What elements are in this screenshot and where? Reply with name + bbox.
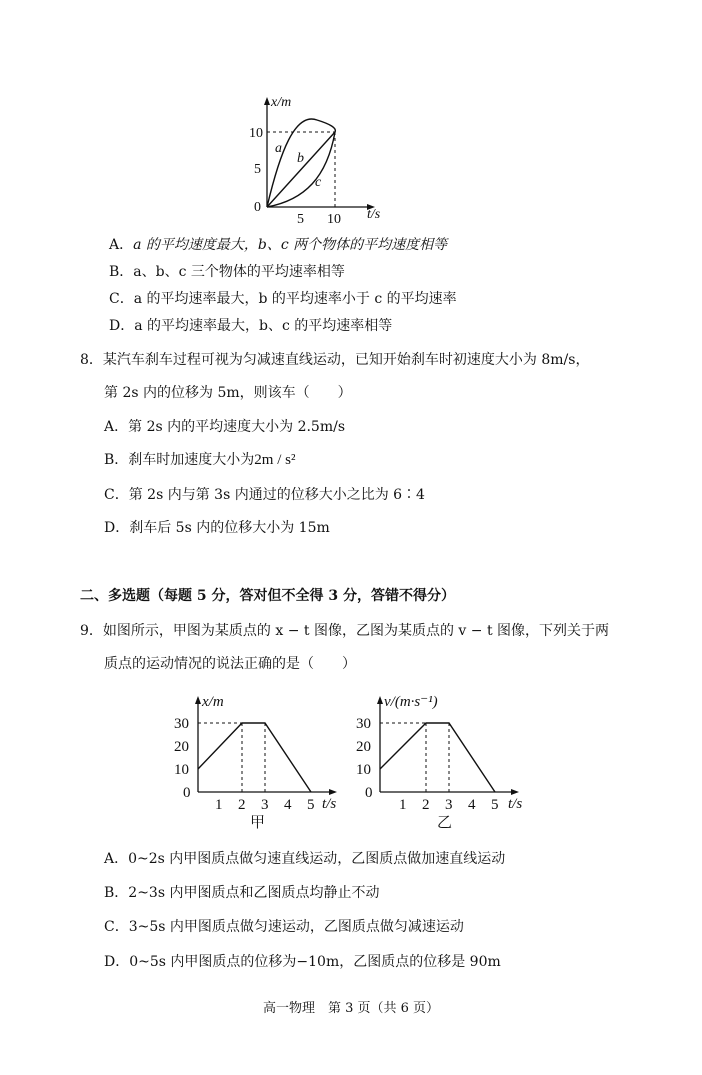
q8-stem-line1: 8．某汽车刹车过程可视为匀减速直线运动，已知开始刹车时初速度大小为 8m/s， bbox=[80, 352, 590, 368]
page-footer: 高一物理 第 3 页（共 6 页） bbox=[262, 1001, 440, 1016]
yi-tick-x-5: 5 bbox=[491, 797, 499, 813]
q8-stem-line2: 第 2s 内的位移为 5m，则该车（ ） bbox=[104, 385, 352, 401]
jia-tick-x-5: 5 bbox=[307, 797, 315, 813]
yi-xlabel: t/s bbox=[508, 796, 523, 812]
curve-label-b: b bbox=[297, 151, 304, 166]
q8-option-b-math: 2m / s² bbox=[254, 452, 296, 468]
jia-tick-x-1: 1 bbox=[215, 797, 223, 813]
yi-tick-y-10: 10 bbox=[356, 762, 371, 778]
jia-tick-y-0: 0 bbox=[183, 785, 191, 801]
yi-caption: 乙 bbox=[437, 815, 453, 831]
curve-label-a: a bbox=[275, 141, 282, 156]
q7-option-c: C．a 的平均速率最大，b 的平均速率小于 c 的平均速率 bbox=[109, 291, 457, 307]
q8-option-c: C．第 2s 内与第 3s 内通过的位移大小之比为 6∶4 bbox=[104, 487, 425, 503]
jia-tick-x-2: 2 bbox=[238, 797, 246, 813]
q9-option-c: C．3~5s 内甲图质点做匀速运动，乙图质点做匀减速运动 bbox=[104, 919, 464, 935]
q7-option-a: A．a 的平均速度最大，b、c 两个物体的平均速度相等 bbox=[109, 237, 448, 253]
jia-ylabel: x/m bbox=[202, 694, 224, 710]
yi-tick-x-3: 3 bbox=[445, 797, 453, 813]
yi-tick-y-30: 30 bbox=[356, 716, 371, 732]
q8-option-d: D．刹车后 5s 内的位移大小为 15m bbox=[104, 520, 330, 536]
yi-tick-y-20: 20 bbox=[356, 739, 371, 755]
fig1-tick-x-10: 10 bbox=[327, 212, 341, 227]
fig1-tick-y-0: 0 bbox=[254, 200, 261, 215]
xt-graph-jia bbox=[172, 688, 352, 833]
q9-option-a: A．0~2s 内甲图质点做匀速直线运动，乙图质点做加速直线运动 bbox=[104, 851, 506, 867]
yi-tick-x-4: 4 bbox=[468, 797, 476, 813]
jia-caption: 甲 bbox=[250, 815, 266, 831]
jia-tick-y-30: 30 bbox=[174, 716, 189, 732]
jia-tick-x-4: 4 bbox=[284, 797, 292, 813]
section-heading-multiple-choice: 二、多选题（每题 5 分，答对但不全得 3 分，答错不得分） bbox=[80, 588, 455, 604]
jia-tick-x-3: 3 bbox=[261, 797, 269, 813]
q9-option-d: D．0~5s 内甲图质点的位移为−10m，乙图质点的位移是 90m bbox=[104, 954, 501, 970]
q9-stem-line2: 质点的运动情况的说法正确的是（ ） bbox=[104, 656, 356, 672]
fig1-tick-y-10: 10 bbox=[249, 126, 263, 141]
q9-stem-line1: 9．如图所示，甲图为某质点的 x − t 图像，乙图为某质点的 v − t 图像，下列关于两 bbox=[80, 623, 610, 639]
q8-option-a: A．第 2s 内的平均速度大小为 2.5m/s bbox=[104, 419, 346, 435]
fig1-tick-y-5: 5 bbox=[254, 162, 261, 177]
curve-label-c: c bbox=[315, 175, 322, 190]
yi-tick-x-2: 2 bbox=[422, 797, 430, 813]
vt-graph-yi bbox=[350, 688, 540, 833]
q7-option-d: D．a 的平均速率最大，b、c 的平均速率相等 bbox=[109, 318, 393, 334]
yi-ylabel: v/(m·s⁻¹) bbox=[384, 694, 438, 710]
yi-tick-x-1: 1 bbox=[399, 797, 407, 813]
q7-option-b: B．a、b、c 三个物体的平均速率相等 bbox=[109, 264, 345, 280]
jia-tick-y-10: 10 bbox=[174, 762, 189, 778]
fig1-ylabel: x/m bbox=[271, 95, 292, 110]
jia-tick-y-20: 20 bbox=[174, 739, 189, 755]
jia-xlabel: t/s bbox=[322, 796, 337, 812]
yi-tick-y-0: 0 bbox=[365, 785, 373, 801]
q9-option-b: B．2~3s 内甲图质点和乙图质点均静止不动 bbox=[104, 885, 380, 901]
fig1-xlabel: t/s bbox=[367, 207, 381, 222]
xt-graph-abc bbox=[245, 92, 395, 227]
q8-option-b: B．刹车时加速度大小为2m / s² bbox=[104, 452, 296, 468]
fig1-tick-x-5: 5 bbox=[297, 212, 304, 227]
